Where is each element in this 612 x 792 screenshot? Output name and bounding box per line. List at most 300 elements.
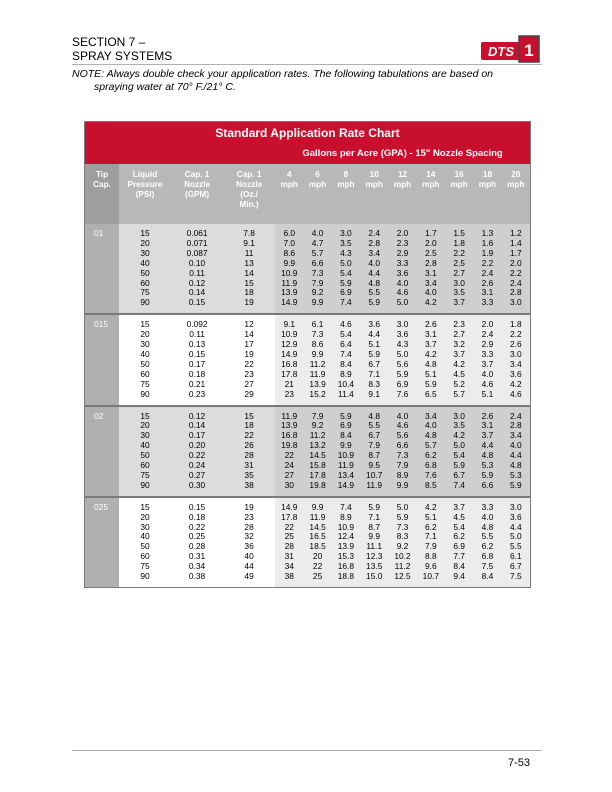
ozmin-col-value: 18: [244, 420, 254, 431]
gpa-col-value: 3.5: [340, 237, 352, 248]
ozmin-col-value: 19: [244, 348, 254, 359]
gpa-col-value: 5.0: [396, 297, 409, 308]
gpa-col-value: 8.7: [368, 450, 381, 461]
gpa-col-value: 5.4: [340, 267, 352, 278]
gpa-col-value: 9.5: [368, 460, 381, 471]
pressure-col-value: 75: [140, 287, 150, 298]
ozmin-col-value: 22: [244, 430, 254, 441]
header-speed-line: 8: [343, 170, 349, 179]
gpa-col: [502, 407, 530, 496]
gpa-col-value: 16.8: [337, 561, 355, 572]
gpa-col-value: 8.6: [283, 247, 296, 258]
gpa-col-value: 6.2: [453, 531, 465, 542]
gpm-col: [171, 498, 223, 587]
ozmin-col: [223, 407, 275, 496]
gpa-col-value: 13.2: [309, 440, 326, 451]
gpa-col-value: 4.6: [481, 378, 494, 389]
gpa-col-value: 9.9: [311, 297, 324, 308]
gpa-col-value: 15.2: [309, 388, 326, 399]
gpa-col-value: 5.9: [453, 460, 465, 471]
section-title: [72, 35, 172, 63]
gpa-col-value: 6.2: [481, 541, 494, 552]
gpa-col-value: 3.4: [425, 277, 437, 288]
gpa-col-value: 5.9: [368, 348, 381, 359]
dts-logo: [479, 34, 541, 64]
ozmin-col-value: 7.8: [243, 228, 255, 238]
pressure-col-value: 60: [140, 551, 150, 562]
ozmin-col-value: 31: [244, 460, 254, 471]
gpa-col-value: 8.4: [481, 571, 494, 582]
gpa-col-value: 5.9: [425, 378, 437, 389]
gpa-col: [360, 315, 388, 404]
gpa-col-value: 7.1: [368, 511, 381, 522]
gpa-col-value: 14.5: [309, 450, 326, 461]
gpa-col-value: 3.1: [425, 267, 437, 278]
header-speed: [388, 164, 416, 224]
header-rule: [72, 64, 542, 65]
gpa-col-value: 10.9: [281, 329, 298, 340]
gpa-col-value: 8.6: [311, 339, 324, 350]
pressure-col-value: 50: [140, 541, 150, 552]
gpa-col-value: 10.7: [366, 469, 383, 480]
pressure-col-value: 20: [140, 511, 150, 522]
gpm-col-value: 0.10: [188, 257, 206, 268]
ozmin-col-value: 28: [244, 450, 254, 461]
pressure-col-value: 90: [140, 297, 150, 308]
gpa-col-value: 4.0: [509, 440, 522, 451]
gpa-col: [275, 224, 303, 313]
header-speed: [303, 164, 331, 224]
gpa-col-value: 4.4: [368, 329, 381, 340]
gpa-col-value: 11.9: [309, 511, 326, 522]
gpa-col-value: 11.1: [366, 541, 383, 552]
gpa-col-value: 4.4: [509, 450, 522, 461]
gpa-col-value: 2.8: [425, 257, 437, 268]
gpa-col-value: 11.4: [338, 388, 354, 399]
gpa-col-value: 2.8: [509, 420, 522, 431]
gpa-col: [360, 498, 388, 587]
header-nozzle-ozmin-line: Nozzle: [236, 180, 263, 189]
gpa-col-value: 4.0: [425, 287, 437, 298]
gpa-col-value: 6.8: [481, 551, 494, 562]
gpa-col-value: 2.0: [396, 228, 409, 238]
gpa-col-value: 9.1: [368, 388, 381, 399]
gpa-col-value: 1.6: [481, 237, 494, 248]
gpa-col: [473, 224, 501, 313]
gpa-col-value: 7.9: [311, 410, 324, 421]
gpa-col-value: 3.3: [481, 297, 494, 308]
gpm-col-value: 0.087: [186, 247, 208, 258]
gpa-col-value: 2.9: [481, 339, 494, 350]
gpa-col-value: 3.3: [481, 348, 494, 359]
ozmin-col-value: 36: [244, 541, 254, 552]
gpa-col-value: 3.6: [368, 319, 381, 330]
gpa-col: [417, 407, 445, 496]
gpa-col-value: 3.0: [509, 348, 522, 359]
gpa-col-value: 3.5: [453, 287, 465, 298]
gpa-col-value: 34: [284, 561, 294, 572]
gpa-col-value: 7.3: [311, 267, 324, 278]
pressure-col-value: 90: [140, 571, 150, 582]
gpa-col-value: 9.9: [283, 257, 296, 268]
gpa-col-value: 5.6: [396, 430, 409, 441]
gpa-col-value: 5.4: [453, 521, 465, 532]
gpa-col-value: 3.0: [340, 228, 352, 238]
gpa-col: [332, 224, 360, 313]
gpa-col-value: 2.0: [509, 257, 522, 268]
gpa-col-value: 4.8: [509, 460, 522, 471]
pressure-col-value: 90: [140, 388, 150, 399]
gpa-col-value: 31: [284, 551, 294, 562]
gpm-col-value: 0.27: [188, 469, 206, 480]
gpa-col: [360, 407, 388, 496]
gpa-col-value: 5.9: [396, 368, 409, 379]
header-speed-line: 16: [454, 170, 464, 179]
gpa-col-value: 4.8: [481, 450, 494, 461]
ozmin-col-value: 19: [244, 297, 254, 308]
gpa-col-value: 2.4: [481, 267, 494, 278]
pressure-col-value: 90: [140, 479, 150, 490]
tip-group-row: [85, 315, 530, 404]
pressure-col: [119, 498, 171, 587]
header-speed-line: mph: [393, 180, 412, 189]
gpa-col-value: 5.7: [453, 388, 465, 399]
gpa-col-value: 9.2: [396, 541, 409, 552]
gpa-col: [388, 407, 416, 496]
gpa-col-value: 7.3: [311, 329, 324, 340]
gpa-col-value: 9.2: [311, 420, 324, 431]
gpa-col-value: 9.1: [283, 319, 296, 330]
gpa-col-value: 2.2: [509, 267, 522, 278]
gpm-col-value: 0.24: [188, 460, 206, 471]
gpa-col-value: 3.3: [481, 501, 494, 512]
gpa-col-value: 1.3: [481, 228, 494, 238]
gpa-col-value: 4.0: [396, 410, 409, 421]
ozmin-col-value: 29: [244, 388, 254, 399]
gpa-col: [275, 315, 303, 404]
gpa-col-value: 7.9: [368, 440, 381, 451]
gpa-col-value: 12.5: [394, 571, 411, 582]
gpa-col-value: 5.9: [340, 277, 352, 288]
gpa-col-value: 30: [284, 479, 294, 490]
gpa-col-value: 3.6: [396, 329, 409, 340]
gpm-col-value: 0.071: [186, 237, 208, 248]
gpa-col-value: 10.9: [281, 267, 298, 278]
header-nozzle-ozmin-line: (Oz./: [240, 190, 258, 199]
gpa-col-value: 13.4: [337, 469, 355, 480]
gpa-col-value: 22: [284, 521, 294, 532]
gpm-col-value: 0.11: [189, 329, 205, 340]
gpa-col-value: 6.7: [453, 469, 465, 480]
gpa-col-value: 3.0: [509, 297, 522, 308]
ozmin-col-value: 14: [244, 267, 254, 278]
gpa-col-value: 4.0: [481, 368, 494, 379]
gpa-col: [417, 315, 445, 404]
gpa-col-value: 14.9: [281, 348, 298, 359]
gpa-col-value: 6.4: [340, 339, 352, 350]
gpa-col-value: 15.3: [337, 551, 355, 562]
gpa-col-value: 4.0: [368, 257, 381, 268]
gpa-col-value: 3.7: [481, 430, 494, 441]
gpa-col-value: 27: [284, 469, 294, 480]
gpa-col-value: 7.4: [453, 479, 465, 490]
gpm-col: [171, 224, 223, 313]
gpa-col-value: 16.8: [281, 430, 298, 441]
gpa-col-value: 7.9: [311, 277, 324, 288]
gpa-col-value: 3.1: [481, 287, 494, 298]
header-nozzle-ozmin-line: Cap. 1: [236, 170, 262, 179]
tip-cap: 02: [85, 407, 119, 496]
gpa-col-value: 2.6: [481, 277, 494, 288]
gpa-col-value: 4.2: [509, 378, 522, 389]
gpa-col: [388, 315, 416, 404]
header-speed-line: mph: [308, 180, 327, 189]
gpa-col-value: 6.8: [425, 460, 437, 471]
gpm-col-value: 0.18: [188, 511, 206, 522]
gpa-col-value: 7.4: [340, 297, 352, 308]
ozmin-col-value: 22: [244, 358, 254, 369]
gpa-col-value: 4.6: [340, 319, 352, 330]
rate-table: [85, 122, 530, 587]
gpa-col-value: 1.7: [425, 228, 437, 238]
gpm-col-value: 0.13: [188, 339, 206, 350]
gpa-col-value: 4.5: [453, 368, 465, 379]
gpa-col-value: 3.7: [453, 501, 465, 512]
gpa-col-value: 15.0: [366, 571, 383, 582]
header-tip-cap: [85, 164, 119, 224]
gpa-col-value: 7.6: [396, 388, 409, 399]
gpa-col-value: 4.8: [425, 358, 437, 369]
gpa-col-value: 2.7: [453, 329, 465, 340]
gpm-col-value: 0.092: [186, 319, 208, 330]
gpa-col-value: 5.1: [481, 388, 494, 399]
pressure-col-value: 30: [140, 430, 150, 441]
gpa-col: [502, 498, 530, 587]
gpa-col-value: 10.4: [337, 378, 355, 389]
gpa-col-value: 4.7: [311, 237, 324, 248]
gpa-col-value: 2.5: [453, 257, 465, 268]
header-speed-line: mph: [365, 180, 383, 189]
gpa-col-value: 5.2: [453, 378, 465, 389]
pressure-col-value: 60: [140, 368, 150, 379]
gpa-col-value: 16.5: [309, 531, 326, 542]
gpa-col-value: 3.4: [425, 410, 437, 421]
gpa-col-value: 4.2: [425, 348, 437, 359]
gpa-col-value: 14.9: [281, 297, 298, 308]
gpa-col-value: 4.2: [425, 501, 437, 512]
gpa-col: [388, 224, 416, 313]
gpa-col-value: 4.4: [368, 267, 381, 278]
gpa-col-value: 2.4: [509, 410, 522, 421]
header-speed: [275, 164, 303, 224]
ozmin-col-value: 13: [244, 257, 254, 268]
gpa-col-value: 5.5: [509, 541, 522, 552]
ozmin-col-value: 26: [244, 440, 254, 451]
gpa-col-value: 6.9: [453, 541, 465, 552]
gpa-col-value: 6.6: [311, 257, 324, 268]
gpm-col-value: 0.22: [188, 450, 206, 461]
gpa-col-value: 9.9: [311, 501, 324, 512]
gpa-col-value: 11.9: [309, 368, 326, 379]
gpa-col-value: 8.4: [340, 358, 352, 369]
gpa-col-value: 5.7: [311, 247, 324, 258]
gpa-col-value: 2.9: [396, 247, 409, 258]
gpa-col-value: 7.9: [425, 541, 437, 552]
gpa-col-value: 28: [284, 541, 294, 552]
gpm-col-value: 0.14: [188, 287, 206, 298]
gpa-col: [445, 224, 473, 313]
gpa-col-value: 8.9: [340, 368, 352, 379]
ozmin-col-value: 32: [244, 531, 254, 542]
gpa-col-value: 18.8: [337, 571, 355, 582]
gpa-col-value: 7.1: [368, 368, 381, 379]
gpa-col-value: 12.4: [337, 531, 355, 542]
gpa-col-value: 2.8: [368, 237, 381, 248]
gpm-col: [171, 315, 223, 404]
pressure-col: [119, 224, 171, 313]
pressure-col-value: 75: [140, 469, 150, 480]
gpm-col-value: 0.28: [188, 541, 206, 552]
column-headers: [85, 164, 530, 224]
ozmin-col-value: 40: [244, 551, 254, 562]
gpa-col-value: 1.8: [453, 237, 465, 248]
gpm-col-value: 0.17: [188, 358, 206, 369]
gpa-col-value: 5.3: [481, 460, 494, 471]
gpa-col-value: 6.1: [509, 551, 522, 562]
gpa-col: [417, 498, 445, 587]
gpa-col: [332, 498, 360, 587]
header-tip-cap-line: Tip: [95, 170, 109, 179]
header-speed: [473, 164, 501, 224]
gpm-col-value: 0.11: [189, 267, 205, 278]
gpa-col-value: 8.4: [453, 561, 465, 572]
gpa-col: [275, 407, 303, 496]
gpa-col: [303, 498, 331, 587]
gpa-col-value: 4.5: [453, 511, 465, 522]
gpa-col-value: 5.0: [396, 501, 409, 512]
gpm-col-value: 0.061: [186, 228, 208, 238]
ozmin-col-value: 27: [244, 378, 254, 389]
header-speed-line: mph: [422, 180, 440, 189]
gpa-col-value: 9.9: [311, 348, 324, 359]
gpm-col-value: 0.25: [188, 531, 206, 542]
ozmin-col-value: 14: [244, 329, 254, 340]
gpa-col-value: 4.4: [509, 521, 522, 532]
gpa-col-value: 5.1: [425, 368, 437, 379]
header-liquid-pressure-line: (PSI): [135, 190, 155, 199]
gpa-col-value: 8.3: [396, 531, 409, 542]
gpa-col-value: 25: [284, 531, 294, 542]
pressure-col-value: 20: [140, 237, 150, 248]
gpa-col-value: 2.2: [453, 247, 465, 258]
ozmin-col: [223, 315, 275, 404]
gpa-col-value: 11.9: [366, 479, 383, 490]
gpa-col-value: 5.9: [396, 511, 409, 522]
gpa-col-value: 5.5: [368, 420, 381, 431]
header-speed: [332, 164, 360, 224]
gpa-col-value: 13.5: [366, 561, 383, 572]
gpa-col-value: 5.0: [453, 440, 465, 451]
ozmin-col-value: 19: [244, 501, 254, 512]
gpa-col-value: 9.9: [368, 531, 381, 542]
section-line-1: SECTION 7 –: [72, 35, 146, 49]
gpa-col-value: 4.2: [425, 297, 437, 308]
ozmin-col-value: 49: [244, 571, 254, 582]
gpa-col-value: 4.3: [340, 247, 352, 258]
gpa-col-value: 8.9: [340, 511, 352, 522]
gpa-col-value: 6.7: [509, 561, 522, 572]
gpa-col-value: 17.8: [309, 469, 326, 480]
gpa-col-value: 4.8: [481, 521, 494, 532]
gpa-col-value: 5.7: [425, 440, 437, 451]
gpa-col-value: 5.4: [340, 329, 352, 340]
gpa-col-value: 7.4: [340, 348, 352, 359]
pressure-col-value: 20: [140, 420, 150, 431]
gpa-col-value: 20: [312, 551, 323, 562]
note-line-2: spraying water at 70° F./21° C.: [94, 81, 236, 93]
gpa-col-value: 38: [284, 571, 294, 582]
gpm-col-value: 0.21: [188, 378, 206, 389]
gpa-col-value: 4.2: [453, 430, 465, 441]
header-liquid-pressure-line: Liquid: [132, 170, 158, 179]
gpa-col-value: 6.2: [425, 521, 437, 532]
gpa-col-value: 5.9: [340, 410, 352, 421]
gpa-col-value: 13.9: [309, 378, 326, 389]
gpa-col-value: 7.0: [283, 237, 296, 248]
gpa-col-value: 7.1: [425, 531, 437, 542]
gpa-col-value: 4.4: [481, 440, 494, 451]
gpm-col-value: 0.15: [188, 501, 206, 512]
application-rate-chart: [84, 121, 531, 588]
gpa-col-value: 19.8: [309, 479, 326, 490]
gpa-col-value: 4.8: [368, 410, 381, 421]
gpa-col: [473, 315, 501, 404]
gpa-col-value: 4.6: [396, 287, 409, 298]
gpa-col-value: 6.5: [425, 388, 437, 399]
header-nozzle-ozmin: [223, 164, 275, 224]
gpa-col-value: 19.8: [281, 440, 298, 451]
gpa-col-value: 11.2: [309, 430, 326, 441]
gpa-col-value: 1.9: [481, 247, 494, 258]
rate-table-body: [85, 224, 530, 587]
gpa-col-value: 9.6: [425, 561, 437, 572]
ozmin-col-value: 9.1: [243, 237, 255, 248]
header-speed: [360, 164, 388, 224]
note-line-1: NOTE: Always double check your application rates. The following tabulations are based on: [72, 68, 494, 80]
gpm-col-value: 0.18: [188, 368, 206, 379]
logo-text: DTS: [488, 44, 514, 59]
gpa-col-value: 6.9: [340, 287, 352, 298]
gpa-col-value: 3.0: [509, 501, 522, 512]
pressure-col-value: 50: [140, 450, 150, 461]
gpa-col-value: 6.9: [396, 378, 409, 389]
gpa-col-value: 11.9: [281, 277, 298, 288]
pressure-col-value: 20: [140, 329, 150, 340]
gpm-col-value: 0.15: [188, 348, 206, 359]
gpa-col-value: 5.0: [340, 257, 352, 268]
gpa-col: [473, 407, 501, 496]
tip-group-row: [85, 407, 530, 496]
gpa-col-value: 3.7: [453, 348, 465, 359]
gpa-col-value: 3.1: [425, 329, 437, 340]
gpa-col-value: 24: [284, 460, 294, 471]
header-speed-line: 14: [426, 170, 436, 179]
gpm-col: [171, 407, 223, 496]
ozmin-col-value: 15: [244, 410, 254, 421]
gpa-col-value: 7.3: [396, 521, 409, 532]
pressure-col-value: 40: [140, 257, 150, 268]
gpa-col-value: 14.9: [281, 501, 298, 512]
